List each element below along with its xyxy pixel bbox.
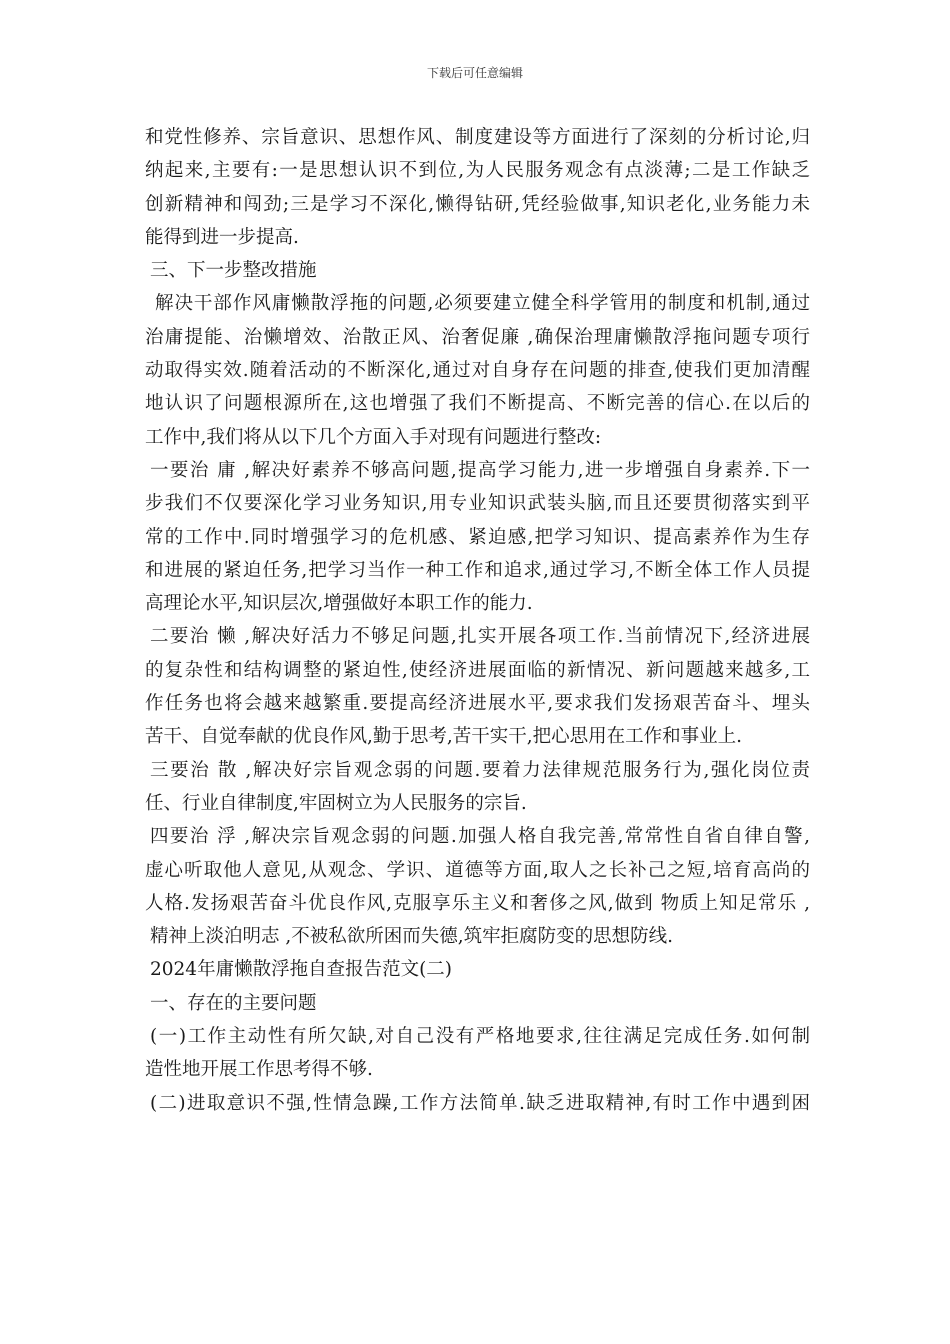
page-header: 下载后可任意编辑: [426, 66, 523, 80]
text-line: 虚心听取他人意见,从观念、学识、道德等方面,取人之长补己之短,培育高尚的: [145, 859, 810, 881]
text-line: 三要治 散 ,解决好宗旨观念弱的问题.要着力法律规范服务行为,强化岗位责: [150, 759, 810, 781]
document-body: [145, 121, 810, 1120]
text-line: 作任务也将会越来越繁重.要提高经济进展水平,要求我们发扬艰苦奋斗、埋头: [145, 693, 810, 715]
text-line: 工作中,我们将从以下几个方面入手对现有问题进行整改:: [145, 426, 602, 448]
text-line: 一要治 庸 ,解决好素养不够高问题,提高学习能力,进一步增强自身素养.下一: [150, 459, 810, 481]
text-line: 任、行业自律制度,牢固树立为人民服务的宗旨.: [145, 792, 527, 814]
text-line: 治庸提能、治懒增效、治散正风、治奢促廉 ,确保治理庸懒散浮拖问题专项行: [145, 326, 810, 348]
text-line: 纳起来,主要有:一是思想认识不到位,为人民服务观念有点淡薄;二是工作缺乏: [145, 160, 810, 182]
text-line: 高理论水平,知识层次,增强做好本职工作的能力.: [145, 593, 533, 615]
text-line: 四要治 浮 ,解决宗旨观念弱的问题.加强人格自我完善,常常性自省自律自警,: [150, 826, 810, 848]
text-line: 三、下一步整改措施: [150, 260, 317, 282]
text-line: 的复杂性和结构调整的紧迫性,使经济进展面临的新情况、新问题越来越多,工: [145, 659, 810, 681]
text-line: 动取得实效.随着活动的不断深化,通过对自身存在问题的排查,使我们更加清醒: [145, 360, 810, 382]
text-line: 一、存在的主要问题: [150, 992, 317, 1014]
text-line: (二)进取意识不强,性情急躁,工作方法简单.缺乏进取精神,有时工作中遇到困: [150, 1092, 810, 1114]
text-line: 二要治 懒 ,解决好活力不够足问题,扎实开展各项工作.当前情况下,经济进展: [150, 626, 810, 648]
text-line: 解决干部作风庸懒散浮拖的问题,必须要建立健全科学管用的制度和机制,通过: [155, 293, 810, 315]
text-line: 创新精神和闯劲;三是学习不深化,懒得钻研,凭经验做事,知识老化,业务能力未: [145, 193, 810, 215]
text-line: (一)工作主动性有所欠缺,对自己没有严格地要求,往往满足完成任务.如何制: [150, 1026, 810, 1048]
text-line: 常的工作中.同时增强学习的危机感、紧迫感,把学习知识、提高素养作为生存: [145, 526, 810, 548]
text-line: 2024年庸懒散浮拖自查报告范文(二): [150, 959, 453, 981]
text-line: 和进展的紧迫任务,把学习当作一种工作和追求,通过学习,不断全体工作人员提: [145, 559, 810, 581]
text-line: 能得到进一步提高.: [145, 226, 299, 248]
text-line: 造性地开展工作思考得不够.: [145, 1059, 373, 1081]
text-line: 地认识了问题根源所在,这也增强了我们不断提高、不断完善的信心.在以后的: [145, 393, 810, 415]
text-line: 和党性修养、宗旨意识、思想作风、制度建设等方面进行了深刻的分析讨论,归: [145, 127, 810, 148]
text-line: 人格.发扬艰苦奋斗优良作风,克服享乐主义和奢侈之风,做到 物质上知足常乐 ,: [145, 892, 810, 914]
text-line: 精神上淡泊明志 ,不被私欲所困而失德,筑牢拒腐防变的思想防线.: [150, 926, 674, 948]
text-line: 苦干、自觉奉献的优良作风,勤于思考,苦干实干,把心思用在工作和事业上.: [145, 726, 743, 748]
text-line: 步我们不仅要深化学习业务知识,用专业知识武装头脑,而且还要贯彻落实到平: [145, 493, 810, 515]
